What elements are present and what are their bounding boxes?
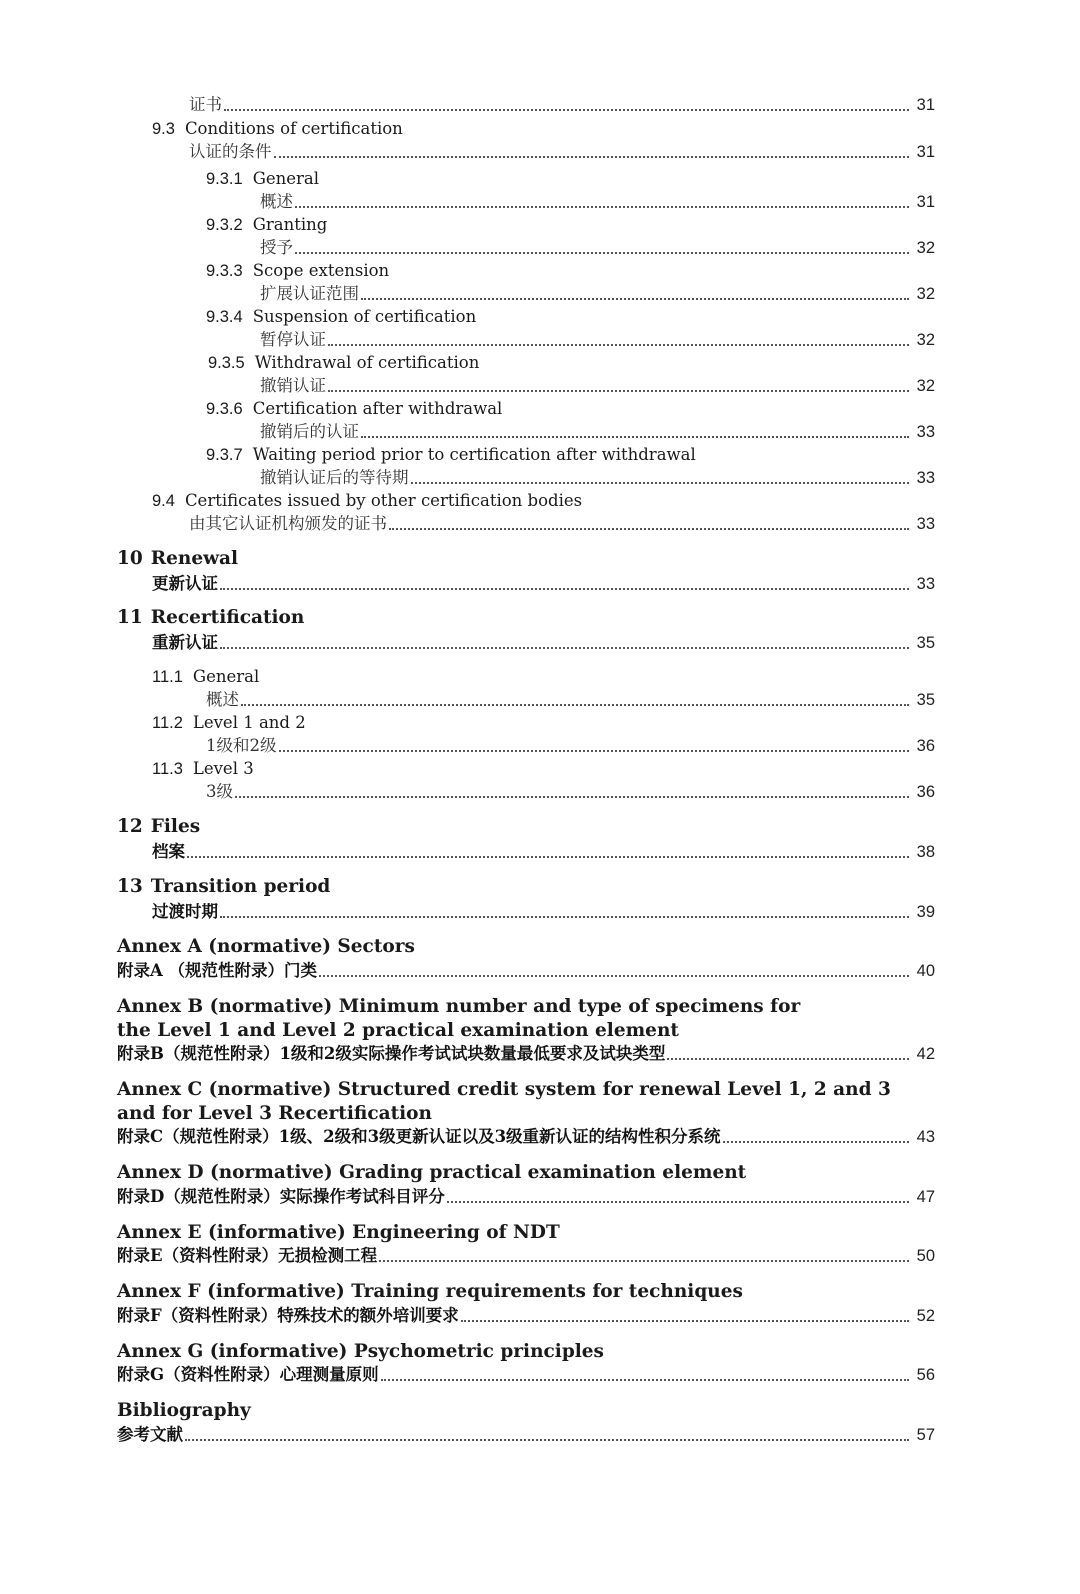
toc-heading[interactable]	[152, 490, 582, 512]
toc-entry-cn[interactable]	[117, 1305, 935, 1327]
section-number: 9.4	[152, 492, 175, 510]
toc-entry-cn-label: 1级和2级	[206, 736, 277, 755]
toc-entry-cn[interactable]	[260, 375, 935, 397]
page-number: 32	[916, 331, 935, 349]
toc-chapter-heading[interactable]	[117, 607, 304, 629]
toc-entry-cn-label: 重新认证	[152, 633, 218, 652]
leader-dots	[220, 647, 909, 649]
chapter-number: 13	[117, 876, 143, 897]
toc-entry-cn-label: 撤销认证后的等待期	[260, 468, 409, 487]
toc-entry-cn[interactable]	[206, 689, 935, 711]
bibliography-title[interactable]: Bibliography	[117, 1400, 251, 1421]
toc-entry-cn[interactable]	[260, 467, 935, 489]
toc-entry-cn[interactable]	[260, 283, 935, 305]
page-number: 56	[916, 1366, 935, 1384]
leader-dots	[220, 916, 909, 918]
page-number: 33	[916, 515, 935, 533]
page-number: 35	[916, 634, 935, 652]
toc-entry-cn-label: 附录F（资料性附录）特殊技术的额外培训要求	[117, 1306, 459, 1325]
toc-chapter-heading[interactable]	[117, 876, 330, 898]
leader-dots	[361, 298, 909, 300]
section-title: Level 3	[192, 759, 254, 778]
leader-dots	[295, 206, 909, 208]
leader-dots	[381, 1379, 909, 1381]
chapter-number: 12	[117, 816, 143, 837]
toc-entry-cn[interactable]	[152, 573, 935, 595]
page-number: 39	[916, 903, 935, 921]
section-number: 11.2	[152, 714, 183, 732]
page-number: 33	[916, 469, 935, 487]
page-number: 36	[916, 737, 935, 755]
toc-entry-cn[interactable]	[206, 735, 935, 757]
toc-entry-cn-label: 概述	[206, 690, 239, 709]
leader-dots	[379, 1260, 909, 1262]
toc-entry-cn-label: 认证的条件	[189, 142, 272, 161]
chapter-title: Files	[150, 816, 201, 837]
leader-dots	[220, 588, 909, 590]
toc-entry-cn-label: 过渡时期	[152, 902, 218, 921]
leader-dots	[461, 1320, 909, 1322]
toc-entry-cn-label: 附录D（规范性附录）实际操作考试科目评分	[117, 1187, 445, 1206]
toc-entry-cn-label: 证书	[189, 95, 222, 114]
leader-dots	[224, 109, 909, 111]
page-number: 50	[916, 1247, 935, 1265]
page-number: 31	[916, 193, 935, 211]
toc-heading[interactable]	[206, 168, 319, 190]
page-number: 33	[916, 423, 935, 441]
chapter-title: Transition period	[150, 876, 331, 897]
toc-entry-cn[interactable]	[117, 1186, 935, 1208]
annex-b-title-line-2[interactable]: the Level 1 and Level 2 practical examination element	[117, 1020, 679, 1041]
toc-entry-cn-label: 撤销后的认证	[260, 422, 359, 441]
annex-a-title[interactable]: Annex A (normative) Sectors	[117, 936, 415, 957]
chapter-title: Recertification	[150, 607, 305, 628]
toc-heading[interactable]	[152, 666, 259, 688]
annex-b-title-line-1[interactable]: Annex B (normative) Minimum number and type of specimens for	[117, 996, 801, 1017]
page-number: 33	[916, 575, 935, 593]
leader-dots	[411, 482, 910, 484]
toc-entry-cn-label: 撤销认证	[260, 376, 326, 395]
leader-dots	[187, 856, 909, 858]
section-title: General	[192, 667, 260, 686]
toc-heading[interactable]	[206, 306, 476, 328]
toc-entry-cn[interactable]	[260, 237, 935, 259]
section-title: Scope extension	[252, 261, 390, 280]
section-title: Granting	[252, 215, 328, 234]
section-title: Certificates issued by other certification bodies	[184, 491, 583, 510]
page-number: 52	[916, 1307, 935, 1325]
section-title: Certification after withdrawal	[252, 399, 503, 418]
section-number: 9.3.4	[206, 308, 243, 326]
toc-entry-cn[interactable]	[117, 1126, 935, 1148]
toc-entry-cn-label: 档案	[152, 842, 185, 861]
leader-dots	[185, 1439, 909, 1441]
toc-entry-cn[interactable]	[152, 632, 935, 654]
section-number: 9.3.5	[208, 354, 245, 372]
chapter-number: 11	[117, 607, 143, 628]
section-number: 9.3.6	[206, 400, 243, 418]
leader-dots	[447, 1201, 909, 1203]
section-number: 9.3	[152, 120, 175, 138]
toc-entry-cn-label: 附录A （规范性附录）门类	[117, 961, 318, 980]
page-number: 43	[916, 1128, 935, 1146]
section-title: Waiting period prior to certification after withdrawal	[252, 445, 696, 464]
toc-entry-cn-label: 参考文献	[117, 1425, 183, 1444]
section-number: 11.3	[152, 760, 183, 778]
toc-entry-cn-label: 暂停认证	[260, 330, 326, 349]
section-number: 9.3.2	[206, 216, 243, 234]
page-number: 31	[916, 96, 935, 114]
toc-entry-cn[interactable]	[152, 901, 935, 923]
page-number: 42	[916, 1045, 935, 1063]
toc-entry-cn[interactable]	[117, 1364, 935, 1386]
toc-chapter-heading[interactable]	[117, 548, 238, 570]
page-number: 32	[916, 285, 935, 303]
leader-dots	[328, 344, 909, 346]
section-title: Conditions of certification	[184, 119, 403, 138]
leader-dots	[667, 1058, 909, 1060]
toc-entry-cn[interactable]	[189, 141, 935, 163]
annex-e-title[interactable]: Annex E (informative) Engineering of NDT	[117, 1222, 560, 1243]
page-number: 35	[916, 691, 935, 709]
leader-dots	[295, 252, 909, 254]
toc-entry-cn[interactable]	[260, 191, 935, 213]
chapter-title: Renewal	[150, 548, 239, 569]
chapter-number: 10	[117, 548, 143, 569]
toc-entry-cn[interactable]	[189, 513, 935, 535]
toc-entry-cn[interactable]	[117, 960, 935, 982]
section-title: Suspension of certification	[252, 307, 477, 326]
annex-c-title-line-1[interactable]: Annex C (normative) Structured credit system for renewal Level 1, 2 and 3	[117, 1079, 891, 1100]
leader-dots	[389, 528, 909, 530]
toc-entry-cn-label: 更新认证	[152, 574, 218, 593]
toc-entry-cn[interactable]	[117, 1245, 935, 1267]
leader-dots	[319, 975, 909, 977]
page-number: 47	[916, 1188, 935, 1206]
leader-dots	[241, 704, 909, 706]
toc-entry-cn[interactable]	[117, 1043, 935, 1065]
toc-entry-cn-label: 扩展认证范围	[260, 284, 359, 303]
toc-entry-cn[interactable]	[206, 781, 935, 803]
page-number: 40	[916, 962, 935, 980]
page-number: 32	[916, 239, 935, 257]
leader-dots	[361, 436, 909, 438]
toc-heading[interactable]	[206, 398, 502, 420]
leader-dots	[723, 1141, 909, 1143]
toc-heading[interactable]	[206, 214, 327, 236]
section-number: 11.1	[152, 668, 183, 686]
section-title: Level 1 and 2	[192, 713, 306, 732]
page-number: 32	[916, 377, 935, 395]
toc-heading[interactable]	[152, 118, 403, 140]
toc-entry-cn-label: 附录C（规范性附录）1级、2级和3级更新认证以及3级重新认证的结构性积分系统	[117, 1127, 721, 1146]
toc-heading[interactable]	[152, 758, 254, 780]
toc-chapter-heading[interactable]	[117, 816, 200, 838]
page-number: 31	[916, 143, 935, 161]
toc-entry-cn[interactable]	[152, 841, 935, 863]
toc-entry-cn-label: 附录G（资料性附录）心理测量原则	[117, 1365, 379, 1384]
annex-g-title[interactable]: Annex G (informative) Psychometric principles	[117, 1341, 604, 1362]
page-number: 36	[916, 783, 935, 801]
toc-entry-cn-label: 由其它认证机构颁发的证书	[189, 514, 387, 533]
leader-dots	[274, 156, 910, 158]
annex-d-title[interactable]: Annex D (normative) Grading practical examination element	[117, 1162, 747, 1183]
section-title: Withdrawal of certification	[254, 353, 480, 372]
toc-heading[interactable]	[152, 712, 306, 734]
toc-entry-cn-label: 授予	[260, 238, 293, 257]
section-number: 9.3.3	[206, 262, 243, 280]
section-number: 9.3.7	[206, 446, 243, 464]
toc-entry-cn[interactable]	[260, 329, 935, 351]
section-title: General	[252, 169, 320, 188]
page-number: 57	[916, 1426, 935, 1444]
section-number: 9.3.1	[206, 170, 243, 188]
toc-heading[interactable]	[206, 444, 696, 466]
leader-dots	[328, 390, 909, 392]
toc-entry-cn[interactable]	[260, 421, 935, 443]
leader-dots	[279, 750, 910, 752]
toc-entry-cn-label: 3级	[206, 782, 233, 801]
toc-entry-cn-label: 概述	[260, 192, 293, 211]
leader-dots	[235, 796, 909, 798]
toc-entry-cn-label: 附录E（资料性附录）无损检测工程	[117, 1246, 378, 1265]
toc-entry-cn[interactable]	[189, 94, 935, 116]
toc-heading[interactable]	[208, 352, 479, 374]
page-number: 38	[916, 843, 935, 861]
annex-f-title[interactable]: Annex F (informative) Training requirements for techniques	[117, 1281, 743, 1302]
toc-entry-cn[interactable]	[117, 1424, 935, 1446]
annex-c-title-line-2[interactable]: and for Level 3 Recertification	[117, 1103, 432, 1124]
toc-heading[interactable]	[206, 260, 389, 282]
toc-entry-cn-label: 附录B（规范性附录）1级和2级实际操作考试试块数量最低要求及试块类型	[117, 1044, 666, 1063]
